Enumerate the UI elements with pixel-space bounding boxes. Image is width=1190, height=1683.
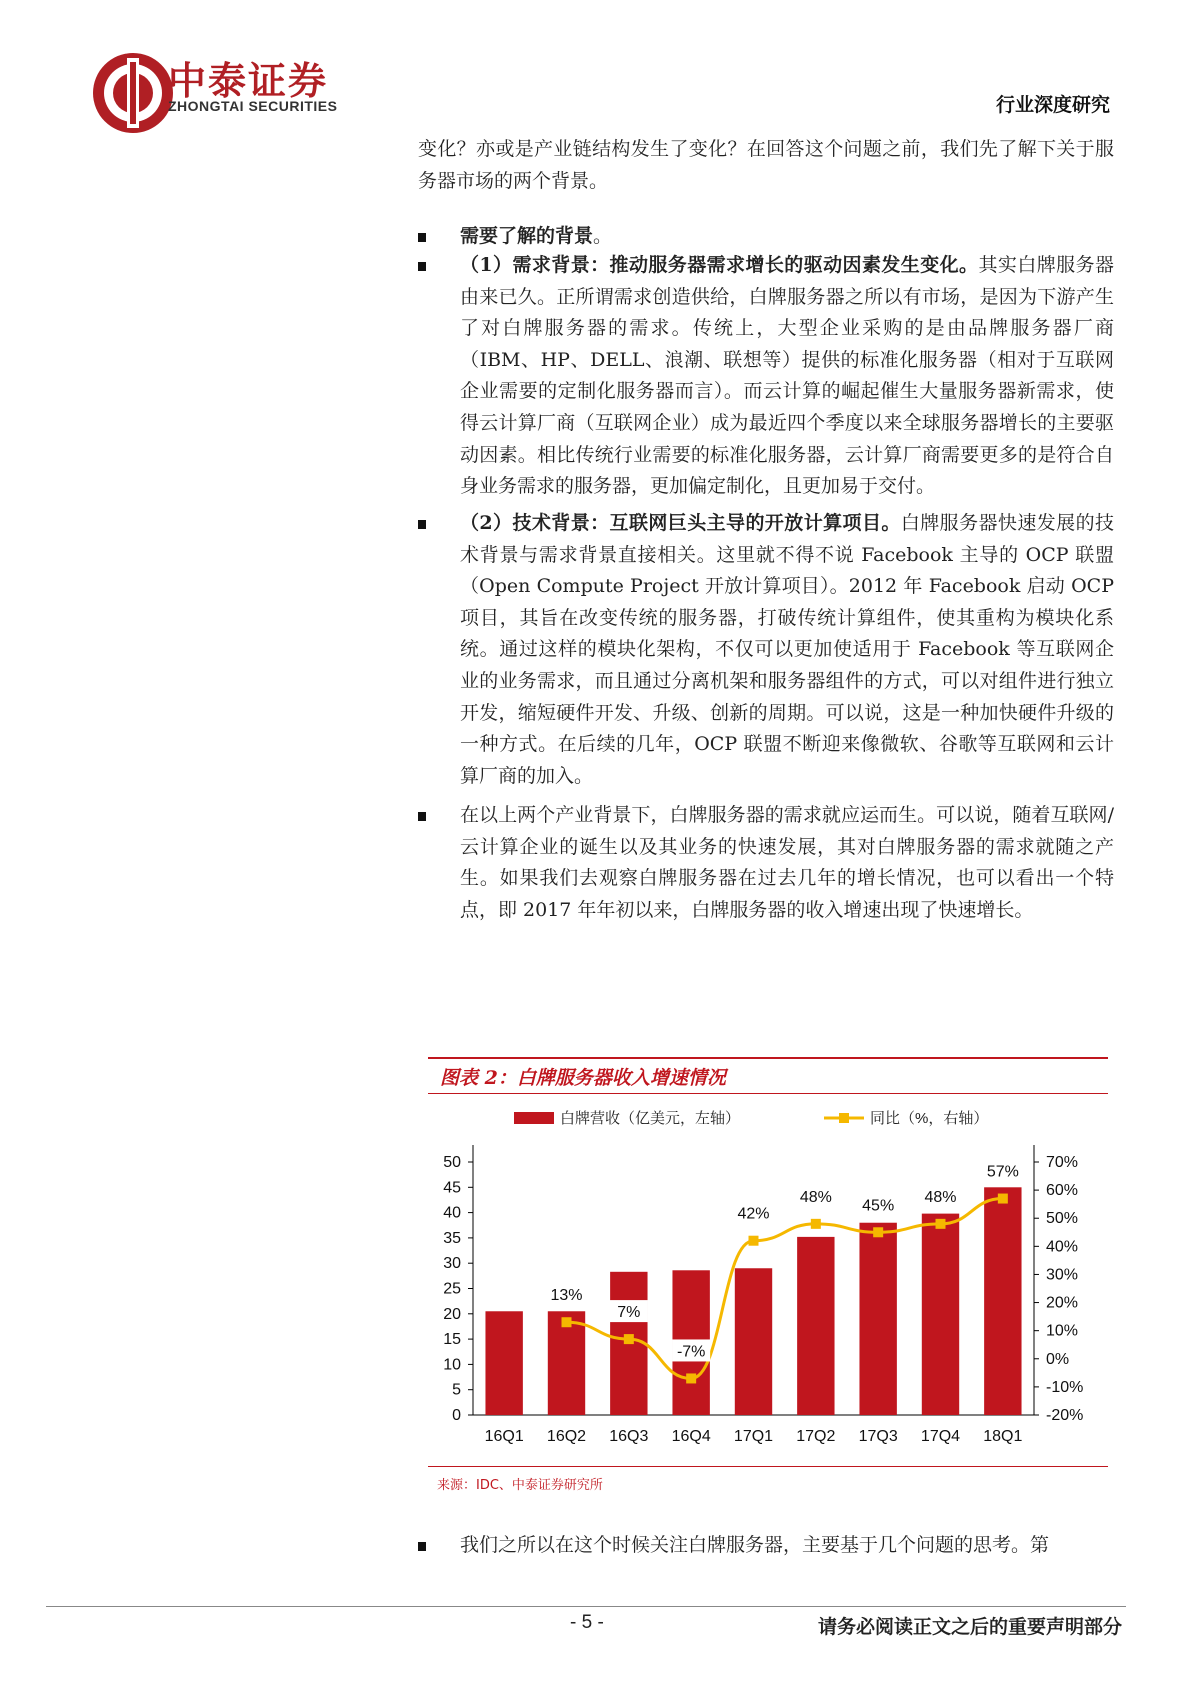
legend-bar-swatch [514, 1112, 554, 1124]
bar [485, 1311, 522, 1415]
bullet-paragraph-4 [460, 1530, 1114, 1562]
bullet-paragraph-3 [460, 800, 1114, 926]
data-label: -7% [676, 1343, 706, 1361]
x-tick-label: 18Q1 [983, 1428, 1023, 1445]
data-label: 57% [986, 1163, 1019, 1181]
y-left-tick-label: 20 [443, 1305, 461, 1323]
y-left-tick-label: 25 [443, 1280, 461, 1298]
y-right-tick-label: 40% [1046, 1238, 1079, 1256]
bullet-paragraph-1 [460, 250, 1114, 503]
x-tick-label: 17Q4 [920, 1428, 961, 1445]
x-tick-label: 16Q1 [484, 1428, 524, 1445]
x-tick-label: 17Q3 [858, 1428, 898, 1445]
y-left-tick-label: 5 [452, 1381, 461, 1399]
chart-bottom-rule [428, 1466, 1108, 1467]
bar [735, 1268, 772, 1415]
data-label: 48% [924, 1188, 957, 1206]
y-left-tick-label: 45 [443, 1179, 461, 1197]
bullet-marker [418, 233, 426, 242]
revenue-growth-chart [428, 1100, 1108, 1465]
data-label: 48% [799, 1188, 832, 1206]
bullet-text-0: 。 [593, 225, 613, 247]
page-number: - 5 - [570, 1612, 604, 1633]
line-point [936, 1219, 946, 1229]
bullet-text-2: 白牌服务器快速发展的技术背景与需求背景直接相关。这里就不得不说 Facebook 主导的 OCP 联盟（Open Compute Project 开放计算项目）。2012 年 Facebook 启动 OCP 项目，其旨在改变传统的服务器，打破传统计算组件，使其重构为模块化系统。通过这样的模块化架构，不仅可以更加使适用于 Facebook 等互联网企业的业务需求，而且通过分离机架和服务器组件的方式，可以对组件进行独立开发，缩短硬件开发、升级、创新的周期。可以说，这是一种加快硬件升级的一种方式。在后续的几年，OCP 联盟不断迎来像微软、谷歌等互联网和云计算厂商的加入。 [460, 512, 1114, 787]
bullet-bold-2: （2）技术背景：互联网巨头主导的开放计算项目。 [460, 512, 901, 534]
line-point [624, 1334, 634, 1344]
y-left-tick-label: 30 [443, 1255, 461, 1273]
y-right-tick-label: 0% [1046, 1350, 1070, 1368]
report-type: 行业深度研究 [995, 94, 1110, 116]
bar [859, 1223, 896, 1415]
y-right-tick-label: -10% [1046, 1378, 1084, 1396]
y-right-tick-label: 70% [1046, 1154, 1079, 1171]
data-label: 13% [550, 1287, 583, 1305]
bullet-text-3: 在以上两个产业背景下，白牌服务器的需求就应运而生。可以说，随着互联网/云计算企业的诞生以及其业务的快速发展，其对白牌服务器的需求就随之产生。如果我们去观察白牌服务器在过去几年的增长情况，也可以看出一个特点，即 2017 年年初以来，白牌服务器的收入增速出现了快速增长。 [460, 804, 1114, 921]
brand-name-en: ZHONGTAI SECURITIES [168, 98, 338, 114]
legend-line-marker [839, 1113, 849, 1123]
y-left-tick-label: 50 [443, 1154, 461, 1171]
y-right-tick-label: -20% [1046, 1407, 1084, 1424]
bullet-text-4: 我们之所以在这个时候关注白牌服务器，主要基于几个问题的思考。第 [460, 1534, 1050, 1556]
x-tick-label: 16Q4 [671, 1428, 711, 1445]
bar [922, 1214, 959, 1415]
chart-title-rule [428, 1093, 1108, 1094]
zhongtai-logo-icon [88, 48, 178, 138]
bar [984, 1187, 1021, 1415]
bar [797, 1237, 834, 1415]
data-label: 45% [862, 1197, 895, 1215]
chart-title: 图表 2：白牌服务器收入增速情况 [440, 1067, 726, 1089]
bullet-marker [418, 520, 426, 529]
chart-top-rule [428, 1057, 1108, 1059]
footer-disclaimer: 请务必阅读正文之后的重要声明部分 [817, 1616, 1122, 1638]
y-left-tick-label: 40 [443, 1204, 461, 1222]
x-tick-label: 17Q1 [733, 1428, 774, 1445]
bullet-bold-0: 需要了解的背景 [460, 225, 594, 247]
legend-bar-label: 白牌营收（亿美元，左轴） [560, 1110, 741, 1127]
y-left-tick-label: 10 [443, 1356, 461, 1374]
bullet-marker [418, 812, 426, 821]
y-right-tick-label: 60% [1046, 1182, 1079, 1200]
line-point [811, 1219, 821, 1229]
line-point [562, 1317, 572, 1327]
bullet-bold-1: （1）需求背景：推动服务器需求增长的驱动因素发生变化。 [460, 254, 979, 276]
y-right-tick-label: 30% [1046, 1266, 1079, 1284]
footer-rule [46, 1606, 1126, 1607]
line-point [873, 1227, 883, 1237]
y-right-tick-label: 50% [1046, 1210, 1079, 1228]
line-point [686, 1373, 696, 1383]
bullet-paragraph-2 [460, 508, 1114, 792]
x-tick-label: 16Q3 [609, 1428, 649, 1445]
intro-paragraph: 变化？亦或是产业链结构发生了变化？在回答这个问题之前，我们先了解下关于服务器市场的两个背景。 [418, 138, 1114, 192]
x-tick-label: 17Q2 [796, 1428, 836, 1445]
y-right-tick-label: 10% [1046, 1322, 1079, 1340]
bullet-paragraph-0 [460, 221, 1114, 253]
brand-name-cn: 中泰证券 [168, 59, 329, 103]
x-tick-label: 16Q2 [546, 1428, 587, 1445]
data-label: 42% [737, 1205, 770, 1223]
bullet-marker [418, 1542, 426, 1551]
line-point [749, 1236, 759, 1246]
y-left-tick-label: 0 [452, 1407, 461, 1424]
bullet-marker [418, 262, 426, 271]
y-left-tick-label: 15 [443, 1331, 461, 1349]
bullet-text-1: 其实白牌服务器由来已久。正所谓需求创造供给，白牌服务器之所以有市场，是因为下游产生了对白牌服务器的需求。传统上，大型企业采购的是由品牌服务器厂商（IBM、HP、DELL、浪潮、联想等）提供的标准化服务器（相对于互联网企业需要的定制化服务器而言）。而云计算的崛起催生大量服务器新需求，使得云计算厂商（互联网企业）成为最近四个季度以来全球服务器增长的主要驱动因素。相比传统行业需要的标准化服务器，云计算厂商需要更多的是符合自身业务需求的服务器，更加偏定制化，且更加易于交付。 [460, 254, 1114, 498]
chart-source: 来源：IDC、中泰证券研究所 [437, 1478, 603, 1493]
y-right-tick-label: 20% [1046, 1294, 1079, 1312]
line-point [998, 1194, 1008, 1204]
data-label: 7% [617, 1304, 641, 1322]
legend-line-label: 同比（%，右轴） [870, 1110, 989, 1127]
y-left-tick-label: 35 [443, 1229, 461, 1247]
